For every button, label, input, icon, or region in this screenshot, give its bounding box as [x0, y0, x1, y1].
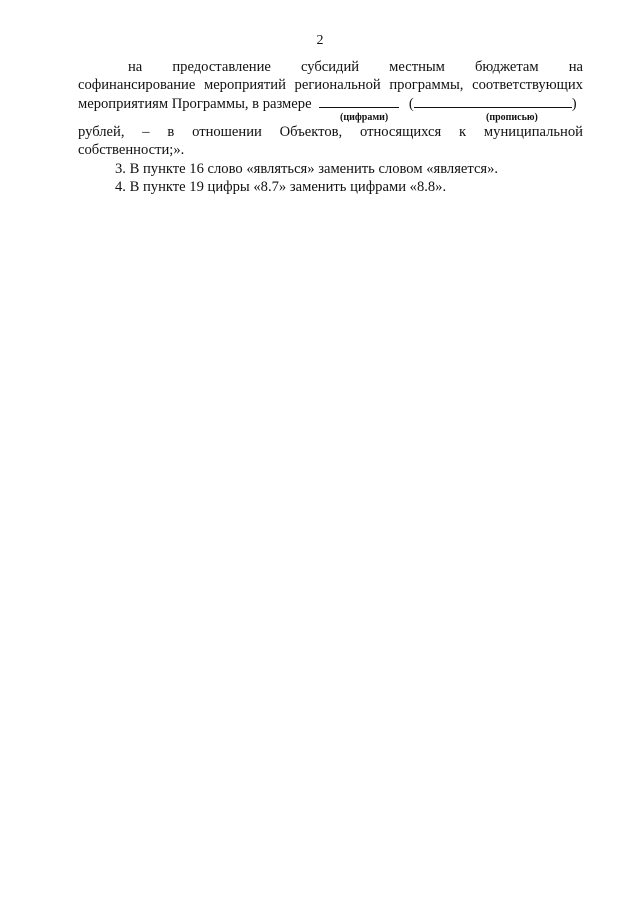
- list-item-3: 3. В пункте 16 слово «являться» заменить словом «является».: [115, 161, 499, 177]
- paragraph-line-3: [78, 94, 583, 113]
- amount-digits-blank: [319, 94, 399, 108]
- amount-lead-text: мероприятиям Программы, в размере: [78, 96, 312, 112]
- list-item-4: 4. В пункте 19 цифры «8.7» заменить цифрами «8.8».: [115, 179, 447, 195]
- paragraph-line-1: на предоставление субсидий местным бюджетам на: [128, 59, 583, 75]
- page-number: 2: [316, 33, 324, 48]
- hint-words: (прописью): [486, 112, 538, 123]
- amount-words-blank: [414, 94, 572, 108]
- open-paren: (: [408, 96, 414, 112]
- hint-digits: (цифрами): [340, 112, 389, 123]
- paragraph-line-4: рублей, – в отношении Объектов, относящихся к муниципальной: [78, 124, 583, 140]
- paragraph-line-2: софинансирование мероприятий региональной программы, соответствующих: [78, 77, 583, 93]
- close-paren: ): [571, 96, 577, 112]
- paragraph-line-5: собственности;».: [78, 142, 185, 158]
